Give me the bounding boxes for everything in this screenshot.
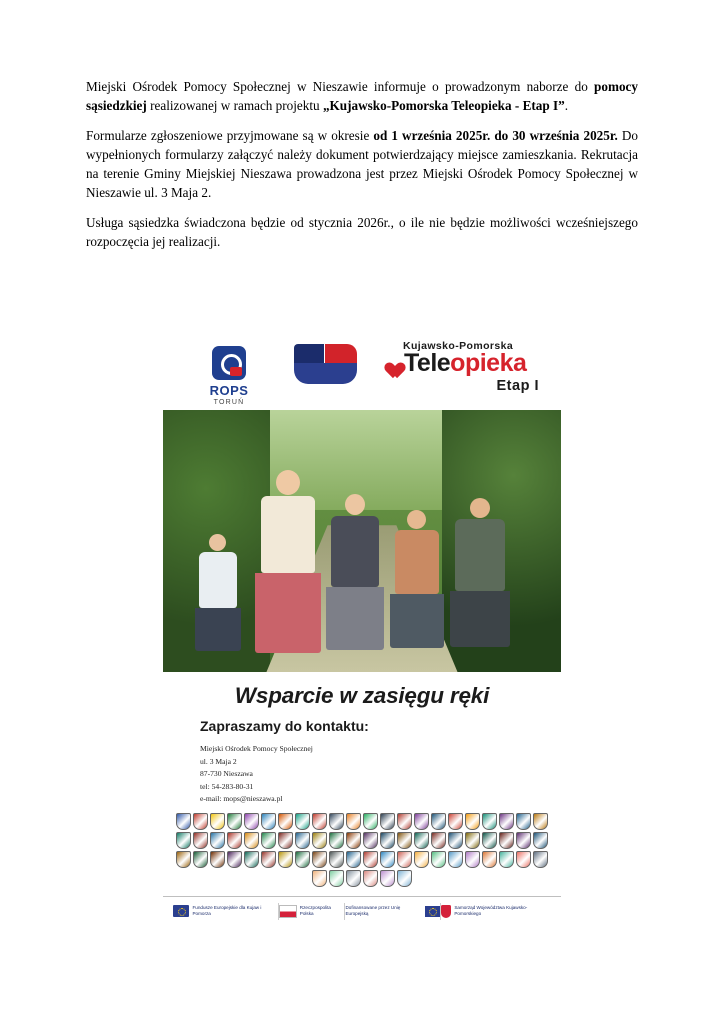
footer-logo-kujawsko-pomorskie: [441, 905, 551, 918]
municipality-crest: [329, 870, 344, 887]
municipality-crest: [346, 851, 361, 868]
municipality-crest: [380, 813, 395, 830]
municipality-crest: [210, 851, 225, 868]
municipality-crest: [482, 813, 497, 830]
municipality-crest: [346, 813, 361, 830]
teleopieka-stage: Etap I: [496, 378, 539, 394]
teleopieka-top-line: Kujawsko-Pomorska: [403, 340, 514, 352]
flag-poland-icon: [279, 905, 296, 918]
coat-of-arms-icon: [441, 905, 452, 918]
municipality-crest: [533, 851, 548, 868]
photo-people-group: [163, 462, 561, 661]
footer-logo-eu: [345, 905, 439, 917]
paragraph-2: [86, 127, 638, 202]
municipality-crest: [380, 870, 395, 887]
municipality-crest: [227, 832, 242, 849]
municipality-crest: [533, 832, 548, 849]
poster-footer-logos: [163, 896, 561, 920]
contact-city: 87-730 Nieszawa: [200, 769, 253, 779]
municipality-crest: [363, 832, 378, 849]
teleopieka-wordmark: [381, 351, 553, 376]
municipality-crest: [397, 813, 412, 830]
paragraph-1-run-3: realizowanej w ramach projektu: [146, 97, 323, 113]
poster-logo-row: [163, 338, 561, 410]
poster-contact-block: [200, 743, 561, 806]
footer-logo-poland-label: Rzeczpospolita Polska: [299, 904, 331, 917]
contact-email: e-mail: mops@nieszawa.pl: [200, 794, 283, 804]
municipality-crest: [312, 870, 327, 887]
paragraph-1-run-1: Miejski Ośrodek Pomocy Społecznej w Nieszawie informuje o prowadzonym naborze do: [86, 79, 595, 94]
municipality-crest: [431, 851, 446, 868]
municipality-crest: [329, 851, 344, 868]
municipality-crest: [312, 813, 327, 830]
photo-person-4: [390, 510, 444, 661]
municipality-crest: [482, 832, 497, 849]
municipality-crest: [176, 813, 191, 830]
contact-phone: tel: 54-283-80-31: [200, 781, 254, 791]
municipality-crest: [397, 851, 412, 868]
teleopieka-word-part2: opieka: [450, 349, 527, 377]
footer-logo-eu-label: Dofinansowane przez Unię Europejską: [345, 904, 401, 917]
municipality-crest: [193, 813, 208, 830]
municipality-crest: [465, 851, 480, 868]
municipality-crest: [329, 832, 344, 849]
paragraph-1-run-4: „Kujawsko-Pomorska Teleopieka - Etap I”: [322, 97, 565, 113]
fundusze-europejskie-logo: [291, 344, 363, 392]
municipality-crest: [380, 851, 395, 868]
municipality-crest: [414, 832, 429, 849]
municipality-crest: [516, 813, 531, 830]
municipality-crest: [210, 813, 225, 830]
document-body: [86, 78, 638, 252]
municipality-crest: [414, 813, 429, 830]
rops-logo: [191, 346, 267, 406]
municipality-crest: [499, 851, 514, 868]
paragraph-1-run-5: .: [564, 97, 569, 113]
municipality-crest: [261, 851, 276, 868]
municipality-crest: [278, 851, 293, 868]
municipality-crest: [261, 813, 276, 830]
paragraph-2-run-2: od 1 września 2025r. do 30 września 2025r.: [373, 128, 618, 144]
paragraph-3: [86, 214, 638, 251]
poster-slogan: Wsparcie w zasięgu ręki: [234, 683, 490, 708]
footer-logo-fundusze: [173, 905, 278, 917]
photo-person-2: [255, 470, 321, 661]
municipality-crest: [363, 870, 378, 887]
municipality-crest: [295, 851, 310, 868]
poster-photo: [163, 410, 561, 672]
heart-icon: [381, 354, 401, 373]
municipality-crest: [295, 832, 310, 849]
municipality-crest: [329, 813, 344, 830]
municipality-crest: [346, 870, 361, 887]
municipality-crest: [363, 813, 378, 830]
municipality-crest: [448, 851, 463, 868]
teleopieka-word-part1: Tele: [404, 349, 451, 377]
municipality-crest: [193, 832, 208, 849]
municipality-crest: [499, 813, 514, 830]
municipality-crest-strip: [171, 813, 553, 887]
municipality-crest: [193, 851, 208, 868]
paragraph-2-run-1: Formularze zgłoszeniowe przyjmowane są w okresie: [86, 128, 374, 144]
municipality-crest: [380, 832, 395, 849]
municipality-crest: [397, 870, 412, 887]
municipality-crest: [431, 813, 446, 830]
poster-image: [163, 338, 561, 916]
flag-eu-icon: [425, 906, 440, 917]
paragraph-3-run-1: Usługa sąsiedzka świadczona będzie od stycznia 2026r., o ile nie będzie możliwości wcześniejszego rozpoczęcia jej realizacji.: [86, 215, 638, 250]
municipality-crest: [482, 851, 497, 868]
municipality-crest: [295, 813, 310, 830]
contact-street: ul. 3 Maja 2: [200, 756, 237, 766]
paragraph-2-run-3: Do wypełnionych formularzy załączyć należy dokument potwierdzający miejsce zamieszkania. Rekrutacja na terenie Gminy Miejskiej Nieszawa prowadzona jest przez Miejski Ośrodek Pomocy Społecznej w Nieszawie ul. 3 Maja 2.: [86, 128, 638, 200]
municipality-crest: [244, 813, 259, 830]
rops-logo-subtitle: TORUŃ: [213, 399, 245, 406]
rops-logo-icon: [212, 346, 246, 380]
municipality-crest: [244, 832, 259, 849]
fundusze-europejskie-icon: [294, 344, 360, 384]
municipality-crest: [448, 813, 463, 830]
municipality-crest: [261, 832, 276, 849]
municipality-crest: [176, 851, 191, 868]
photo-person-5: [450, 498, 510, 661]
municipality-crest: [448, 832, 463, 849]
municipality-crest: [414, 851, 429, 868]
contact-institution: Miejski Ośrodek Pomocy Społecznej: [200, 744, 313, 753]
paragraph-1: [86, 78, 638, 115]
municipality-crest: [363, 851, 378, 868]
municipality-crest: [176, 832, 191, 849]
fundusze-europejskie-icon: [173, 905, 189, 917]
footer-logo-fundusze-label: Fundusze Europejskie dla Kujaw i Pomorza: [192, 904, 262, 917]
municipality-crest: [210, 832, 225, 849]
municipality-crest: [397, 832, 412, 849]
footer-logo-kujawsko-pomorskie-label: Samorząd Województwa Kujawsko-Pomorskiego: [454, 904, 528, 917]
poster-invite-heading: Zapraszamy do kontaktu:: [200, 718, 369, 734]
municipality-crest: [312, 832, 327, 849]
municipality-crest: [227, 851, 242, 868]
photo-person-3: [326, 494, 384, 661]
municipality-crest: [516, 851, 531, 868]
paragraph-1-run-2: pomocy sąsiedzkiej: [86, 79, 638, 113]
municipality-crest: [278, 813, 293, 830]
teleopieka-logo: [381, 340, 553, 394]
photo-person-1: [195, 534, 241, 661]
footer-logo-poland: [279, 905, 344, 918]
municipality-crest: [499, 832, 514, 849]
municipality-crest: [533, 813, 548, 830]
municipality-crest: [227, 813, 242, 830]
municipality-crest: [244, 851, 259, 868]
municipality-crest: [465, 813, 480, 830]
municipality-crest: [465, 832, 480, 849]
municipality-crest: [431, 832, 446, 849]
rops-logo-name: ROPS: [209, 383, 249, 398]
municipality-crest: [346, 832, 361, 849]
municipality-crest: [312, 851, 327, 868]
municipality-crest: [278, 832, 293, 849]
municipality-crest: [516, 832, 531, 849]
